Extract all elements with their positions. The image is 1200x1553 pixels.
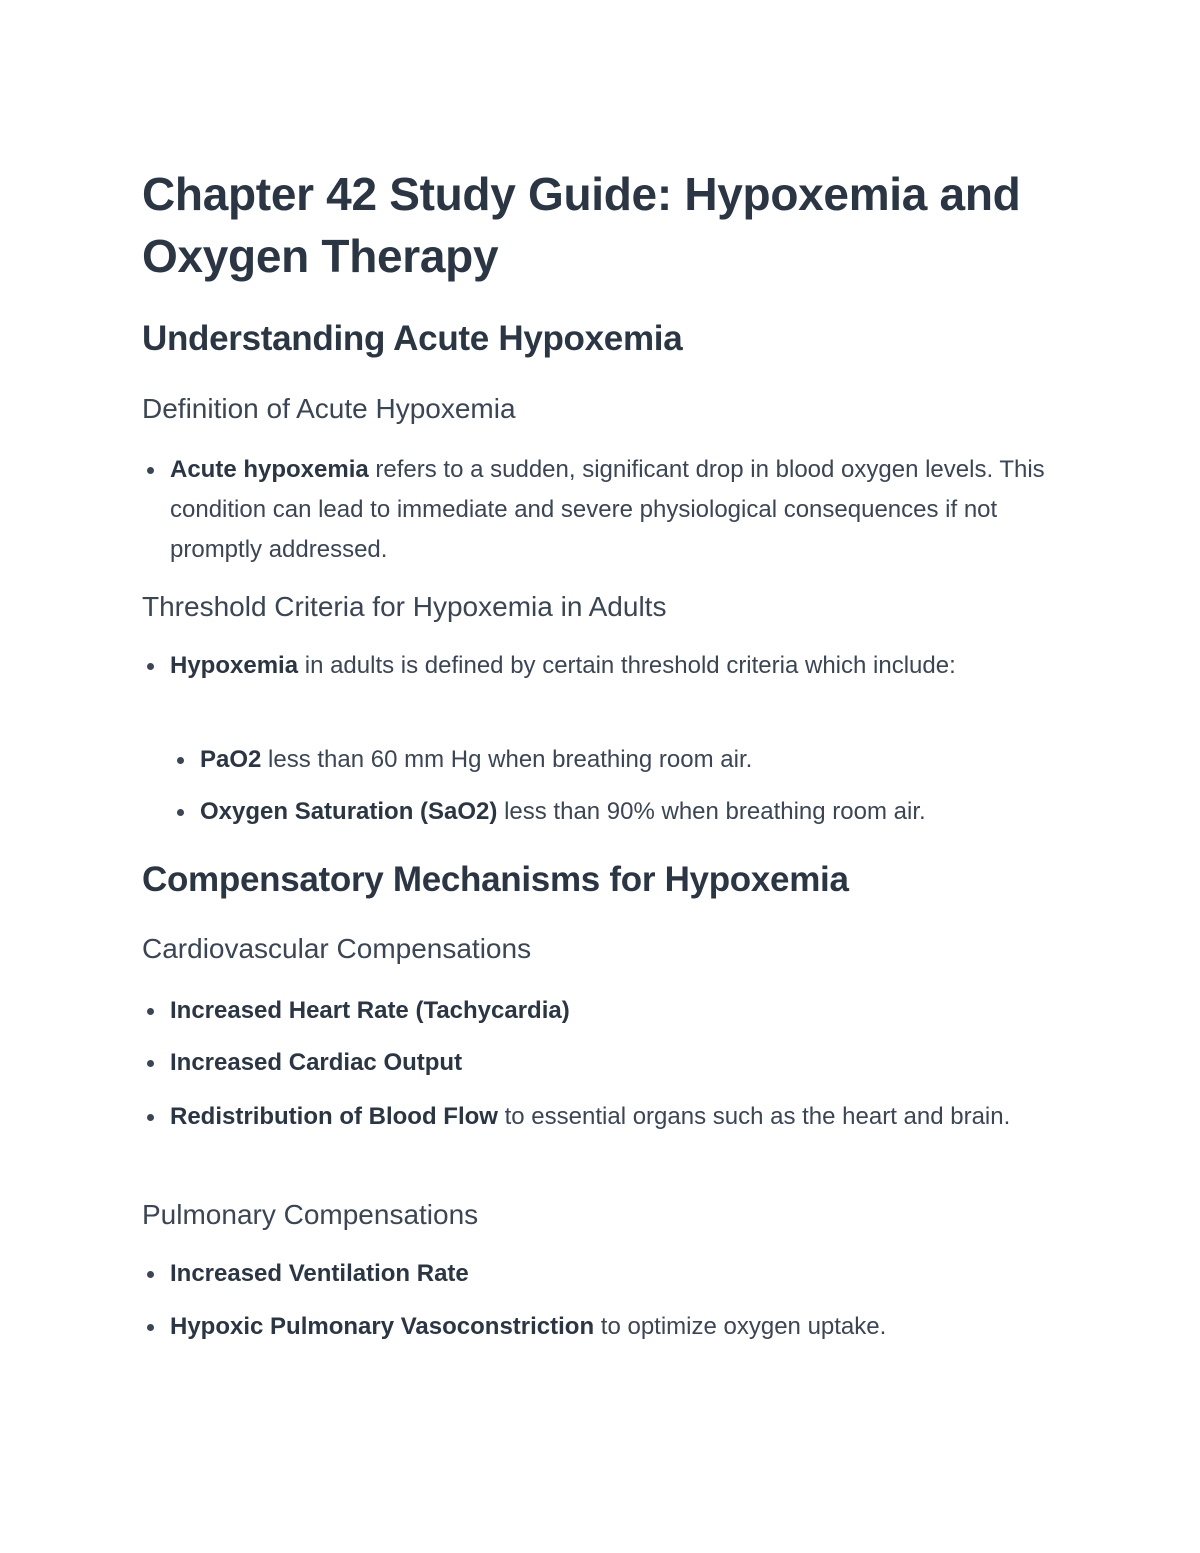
list-item-text: refers to a sudden, significant drop in blood oxygen levels. This condition can lead to immediate and severe physiological consequences if not promptly addressed. xyxy=(170,456,1045,563)
list-item-bold: Redistribution of Blood Flow xyxy=(170,1103,498,1130)
subsection-heading-cardiovascular: Cardiovascular Compensations xyxy=(142,933,532,964)
subsection-heading-threshold: Threshold Criteria for Hypoxemia in Adults xyxy=(142,591,667,622)
section-heading-acute-hypoxemia: Understanding Acute Hypoxemia xyxy=(142,319,683,358)
section-heading-compensatory: Compensatory Mechanisms for Hypoxemia xyxy=(142,860,849,899)
list-item-text: in adults is defined by certain threshold criteria which include: xyxy=(298,652,956,679)
list-item-bold: Acute hypoxemia xyxy=(170,456,369,483)
list-item-bold: Increased Heart Rate (Tachycardia) xyxy=(170,997,570,1024)
list-item-text: to essential organs such as the heart and brain. xyxy=(497,1103,1011,1130)
list-item xyxy=(170,1097,1050,1137)
document-title: Chapter 42 Study Guide: Hypoxemia and Oxygen Therapy xyxy=(142,168,1021,282)
list-item xyxy=(170,1254,1050,1294)
list-item-bold: PaO2 xyxy=(200,746,262,773)
list-item-bold: Increased Cardiac Output xyxy=(170,1049,463,1076)
list-item xyxy=(170,1307,1050,1347)
sub-list-item xyxy=(200,740,1050,780)
list-item-bold: Increased Ventilation Rate xyxy=(170,1260,469,1287)
list-item-bold: Hypoxic Pulmonary Vasoconstriction xyxy=(170,1313,595,1340)
subsection-heading-pulmonary: Pulmonary Compensations xyxy=(142,1199,479,1230)
list-item xyxy=(170,450,1050,570)
list-item-text: less than 90% when breathing room air. xyxy=(497,798,926,825)
list-item-bold: Oxygen Saturation (SaO2) xyxy=(200,798,498,825)
list-item-text: to optimize oxygen uptake. xyxy=(594,1313,887,1340)
list-item xyxy=(170,646,1050,686)
list-item xyxy=(170,1043,1050,1083)
list-item-text: less than 60 mm Hg when breathing room air. xyxy=(261,746,753,773)
list-item-bold: Hypoxemia xyxy=(170,652,299,679)
list-item xyxy=(170,991,1050,1031)
sub-list-item xyxy=(200,792,1050,832)
subsection-heading-definition: Definition of Acute Hypoxemia xyxy=(142,393,516,424)
